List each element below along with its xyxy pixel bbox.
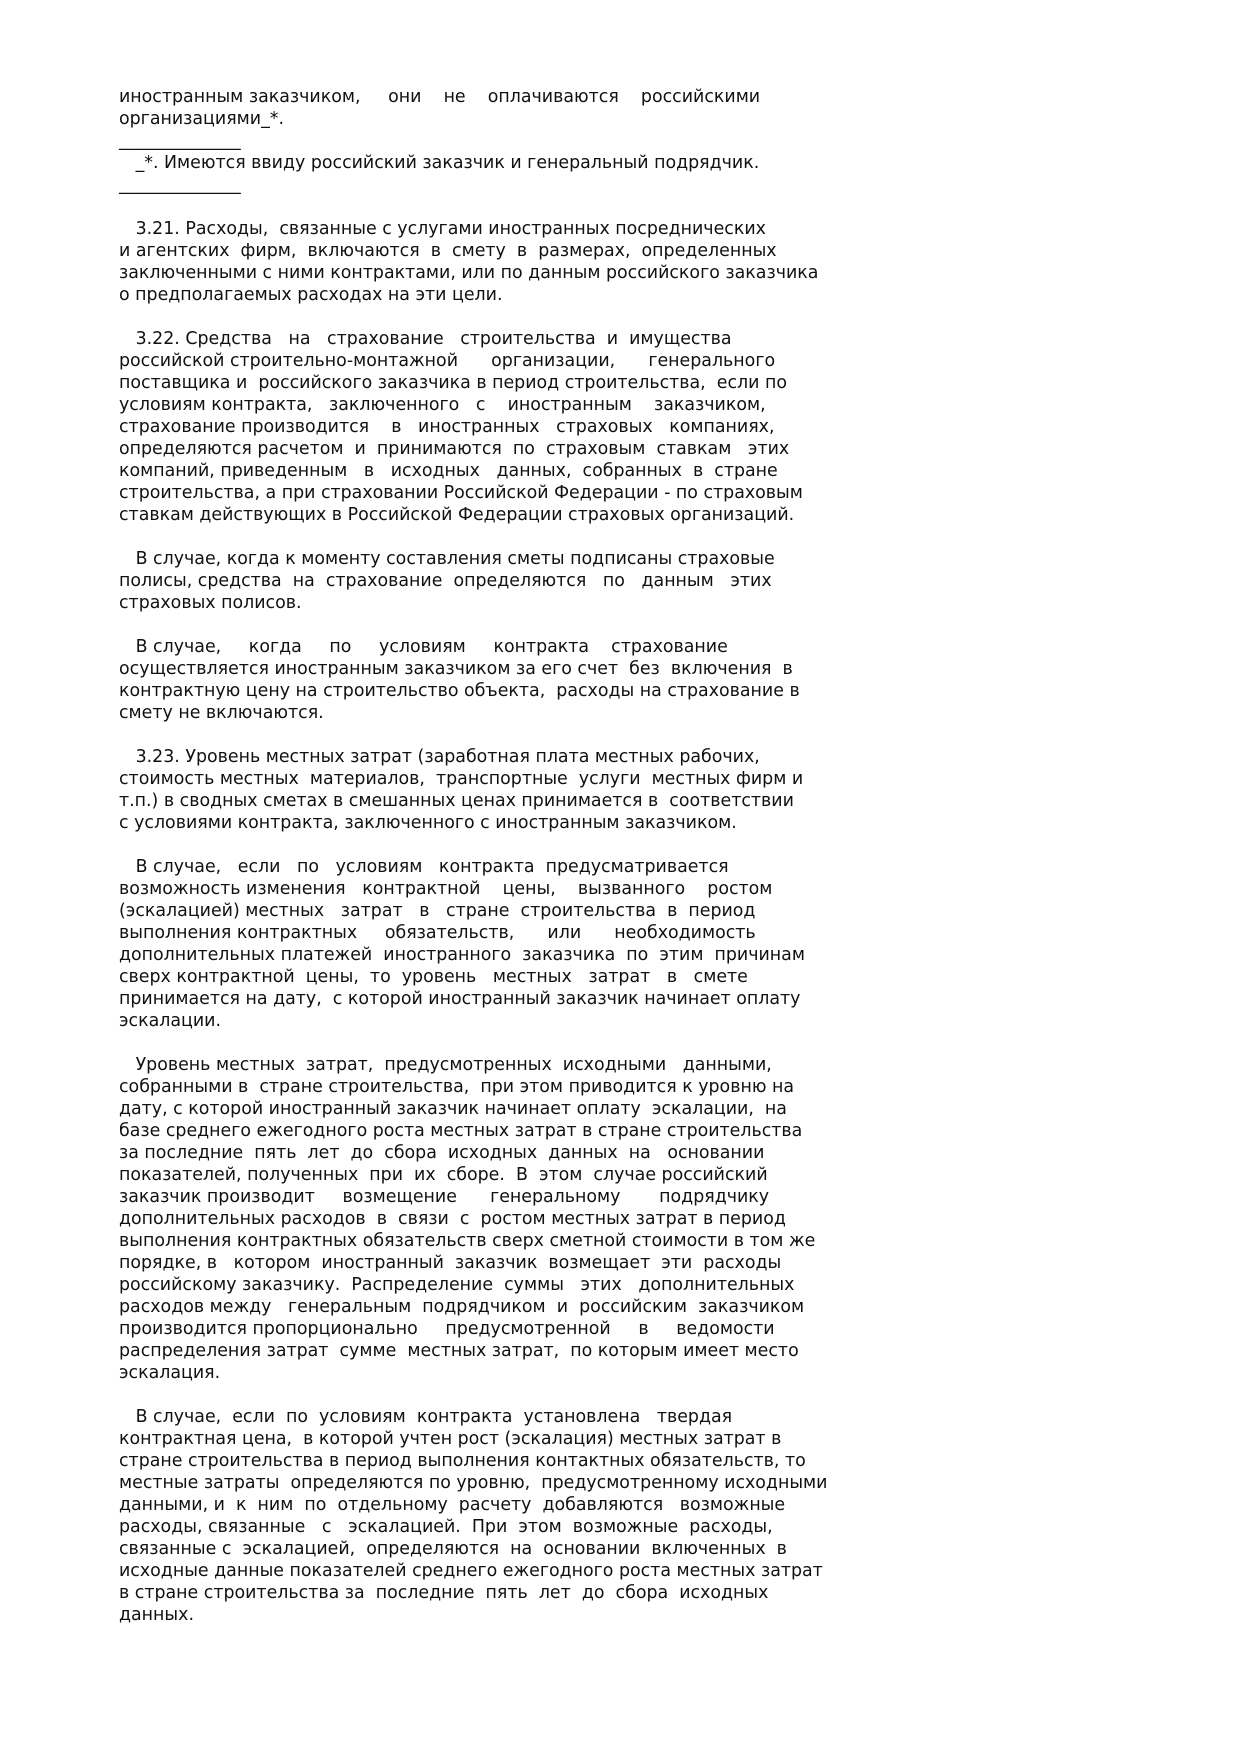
text-line: контрактную цену на строительство объекта, расходы на страхование в [119, 681, 800, 701]
text-line: исходные данные показателей среднего ежегодного роста местных затрат [119, 1561, 823, 1581]
text-line: поставщика и российского заказчика в период строительства, если по [119, 373, 787, 393]
paragraph-gap [119, 196, 1119, 218]
paragraph-gap [119, 306, 1119, 328]
text-line: местные затраты определяются по уровню, предусмотренному исходными [119, 1473, 828, 1493]
text-line: принимается на дату, с которой иностранный заказчик начинает оплату [119, 989, 801, 1009]
text-line: заказчик производит возмещение генеральному подрядчику [119, 1187, 770, 1207]
text-line: стоимость местных материалов, транспортные услуги местных фирм и [119, 769, 804, 789]
document-page [119, 86, 1119, 1626]
text-line: дополнительных расходов в связи с ростом местных затрат в период [119, 1209, 786, 1229]
text-line: организациями_*. [119, 109, 284, 129]
text-line: расходов между генеральным подрядчиком и российским заказчиком [119, 1297, 805, 1317]
text-line: выполнения контрактных обязательств сверх сметной стоимости в том же [119, 1231, 816, 1251]
text-line: российскому заказчику. Распределение суммы этих дополнительных [119, 1275, 795, 1295]
text-line: смету не включаются. [119, 703, 324, 723]
text-line: ставкам действующих в Российской Федерации страховых организаций. [119, 505, 795, 525]
text-line: в стране строительства за последние пять лет до сбора исходных [119, 1583, 769, 1603]
text-line: связанные с эскалацией, определяются на основании включенных в [119, 1539, 787, 1559]
text-line: 3.21. Расходы, связанные с услугами иностранных посреднических [119, 219, 766, 239]
paragraph-gap [119, 834, 1119, 856]
text-line: строительства, а при страховании Российской Федерации - по страховым [119, 483, 803, 503]
text-line: показателей, полученных при их сборе. В этом случае российский [119, 1165, 768, 1185]
text-line: заключенными с ними контрактами, или по данным российского заказчика [119, 263, 819, 283]
text-line: контрактная цена, в которой учтен рост (эскалация) местных затрат в [119, 1429, 782, 1449]
text-line: распределения затрат сумме местных затрат, по которым имеет место [119, 1341, 799, 1361]
text-line: возможность изменения контрактной цены, вызванного ростом [119, 879, 773, 899]
text-line: иностранным заказчиком, они не оплачиваются российскими [119, 87, 761, 107]
paragraph-gap [119, 1032, 1119, 1054]
footnote-rule: ______________ [119, 175, 241, 195]
text-line: дополнительных платежей иностранного заказчика по этим причинам [119, 945, 805, 965]
text-line: эскалация. [119, 1363, 221, 1383]
text-line: В случае, если по условиям контракта предусматривается [119, 857, 729, 877]
text-line: базе среднего ежегодного роста местных затрат в стране строительства [119, 1121, 803, 1141]
text-line: расходы, связанные с эскалацией. При этом возможные расходы, [119, 1517, 773, 1537]
text-line: полисы, средства на страхование определяются по данным этих [119, 571, 772, 591]
text-line: производится пропорционально предусмотренной в ведомости [119, 1319, 775, 1339]
footnote-rule: ______________ [119, 131, 241, 151]
text-line: собранными в стране строительства, при этом приводится к уровню на [119, 1077, 795, 1097]
text-line: стране строительства в период выполнения контактных обязательств, то [119, 1451, 806, 1471]
text-line: российской строительно-монтажной организации, генерального [119, 351, 776, 371]
text-line: с условиями контракта, заключенного с иностранным заказчиком. [119, 813, 737, 833]
text-line: осуществляется иностранным заказчиком за его счет без включения в [119, 659, 793, 679]
paragraph-gap [119, 614, 1119, 636]
text-line: страховых полисов. [119, 593, 302, 613]
text-line: В случае, если по условиям контракта установлена твердая [119, 1407, 733, 1427]
text-line: определяются расчетом и принимаются по страховым ставкам этих [119, 439, 790, 459]
text-line: 3.22. Средства на страхование строительства и имущества [119, 329, 732, 349]
text-line: порядке, в котором иностранный заказчик возмещает эти расходы [119, 1253, 782, 1273]
text-line: эскалации. [119, 1011, 222, 1031]
text-line: и агентских фирм, включаются в смету в размерах, определенных [119, 241, 777, 261]
text-line: дату, с которой иностранный заказчик начинает оплату эскалации, на [119, 1099, 787, 1119]
text-line: Уровень местных затрат, предусмотренных исходными данными, [119, 1055, 772, 1075]
text-line: В случае, когда к моменту составления сметы подписаны страховые [119, 549, 775, 569]
text-line: т.п.) в сводных сметах в смешанных ценах принимается в соответствии [119, 791, 794, 811]
paragraph-gap [119, 1384, 1119, 1406]
text-line: о предполагаемых расходах на эти цели. [119, 285, 503, 305]
text-line: выполнения контрактных обязательств, или необходимость [119, 923, 756, 943]
text-line: (эскалацией) местных затрат в стране строительства в период [119, 901, 756, 921]
text-line: сверх контрактной цены, то уровень местных затрат в смете [119, 967, 748, 987]
text-line: страхование производится в иностранных страховых компаниях, [119, 417, 775, 437]
text-line: В случае, когда по условиям контракта страхование [119, 637, 728, 657]
text-line: компаний, приведенным в исходных данных, собранных в стране [119, 461, 778, 481]
paragraph-gap [119, 724, 1119, 746]
text-line: данными, и к ним по отдельному расчету добавляются возможные [119, 1495, 786, 1515]
text-line: _*. Имеются ввиду российский заказчик и генеральный подрядчик. [119, 153, 760, 173]
text-line: за последние пять лет до сбора исходных данных на основании [119, 1143, 765, 1163]
text-line: 3.23. Уровень местных затрат (заработная плата местных рабочих, [119, 747, 760, 767]
text-line: условиям контракта, заключенного с иностранным заказчиком, [119, 395, 766, 415]
text-line: данных. [119, 1605, 194, 1625]
paragraph-gap [119, 526, 1119, 548]
